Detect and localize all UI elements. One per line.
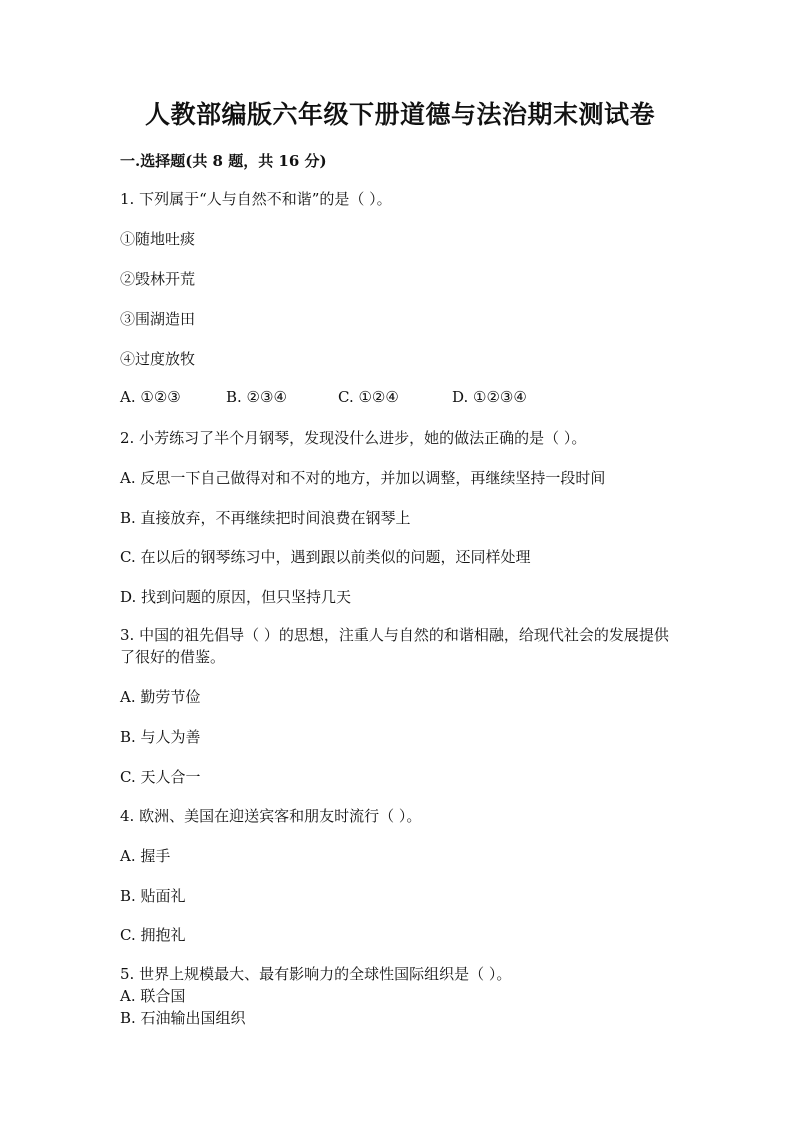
question-3-choice-b: B. 与人为善 — [120, 728, 201, 746]
question-1-item-1: ①随地吐痰 — [120, 230, 196, 248]
question-4-stem: 4. 欧洲、美国在迎送宾客和朋友时流行（ ）。 — [120, 807, 422, 825]
question-4-choice-a: A. 握手 — [120, 847, 171, 865]
question-1-stem: 1. 下列属于“人与自然不和谐”的是（ ）。 — [120, 190, 392, 208]
question-3-choice-a: A. 勤劳节俭 — [120, 688, 201, 706]
question-3-stem: 3. 中国的祖先倡导（ ）的思想，注重人与自然的和谐相融，给现代社会的发展提供了很好的借鉴。 — [120, 626, 669, 666]
question-2-choice-b: B. 直接放弃，不再继续把时间浪费在钢琴上 — [120, 509, 411, 527]
question-1-choices — [120, 388, 640, 410]
question-5-choice-b: B. 石油输出国组织 — [120, 1009, 246, 1027]
question-1-choice-b: B. ②③④ — [226, 388, 287, 406]
question-4-choice-b: B. 贴面礼 — [120, 887, 186, 905]
question-2-stem: 2. 小芳练习了半个月钢琴，发现没什么进步，她的做法正确的是（ ）。 — [120, 429, 587, 447]
question-1-item-4: ④过度放牧 — [120, 350, 196, 368]
question-5-stem: 5. 世界上规模最大、最有影响力的全球性国际组织是（ ）。 — [120, 965, 512, 983]
question-3-choice-c: C. 天人合一 — [120, 768, 201, 786]
exam-title: 人教部编版六年级下册道德与法治期末测试卷 — [144, 100, 655, 129]
question-1-choice-d: D. ①②③④ — [452, 388, 527, 406]
question-1-choice-a: A. ①②③ — [120, 388, 181, 406]
question-5-choice-a: A. 联合国 — [120, 987, 186, 1005]
question-2-choice-d: D. 找到问题的原因，但只坚持几天 — [120, 588, 352, 606]
question-1-item-3: ③围湖造田 — [120, 310, 196, 328]
question-1-item-2: ②毁林开荒 — [120, 270, 196, 288]
question-2-choice-a: A. 反思一下自己做得对和不对的地方，并加以调整，再继续坚持一段时间 — [120, 469, 606, 487]
question-1-choice-c: C. ①②④ — [338, 388, 399, 406]
question-2-choice-c: C. 在以后的钢琴练习中，遇到跟以前类似的问题，还同样处理 — [120, 548, 531, 566]
section-header: 一.选择题(共 8 题，共 16 分) — [120, 152, 327, 170]
question-4-choice-c: C. 拥抱礼 — [120, 926, 186, 944]
